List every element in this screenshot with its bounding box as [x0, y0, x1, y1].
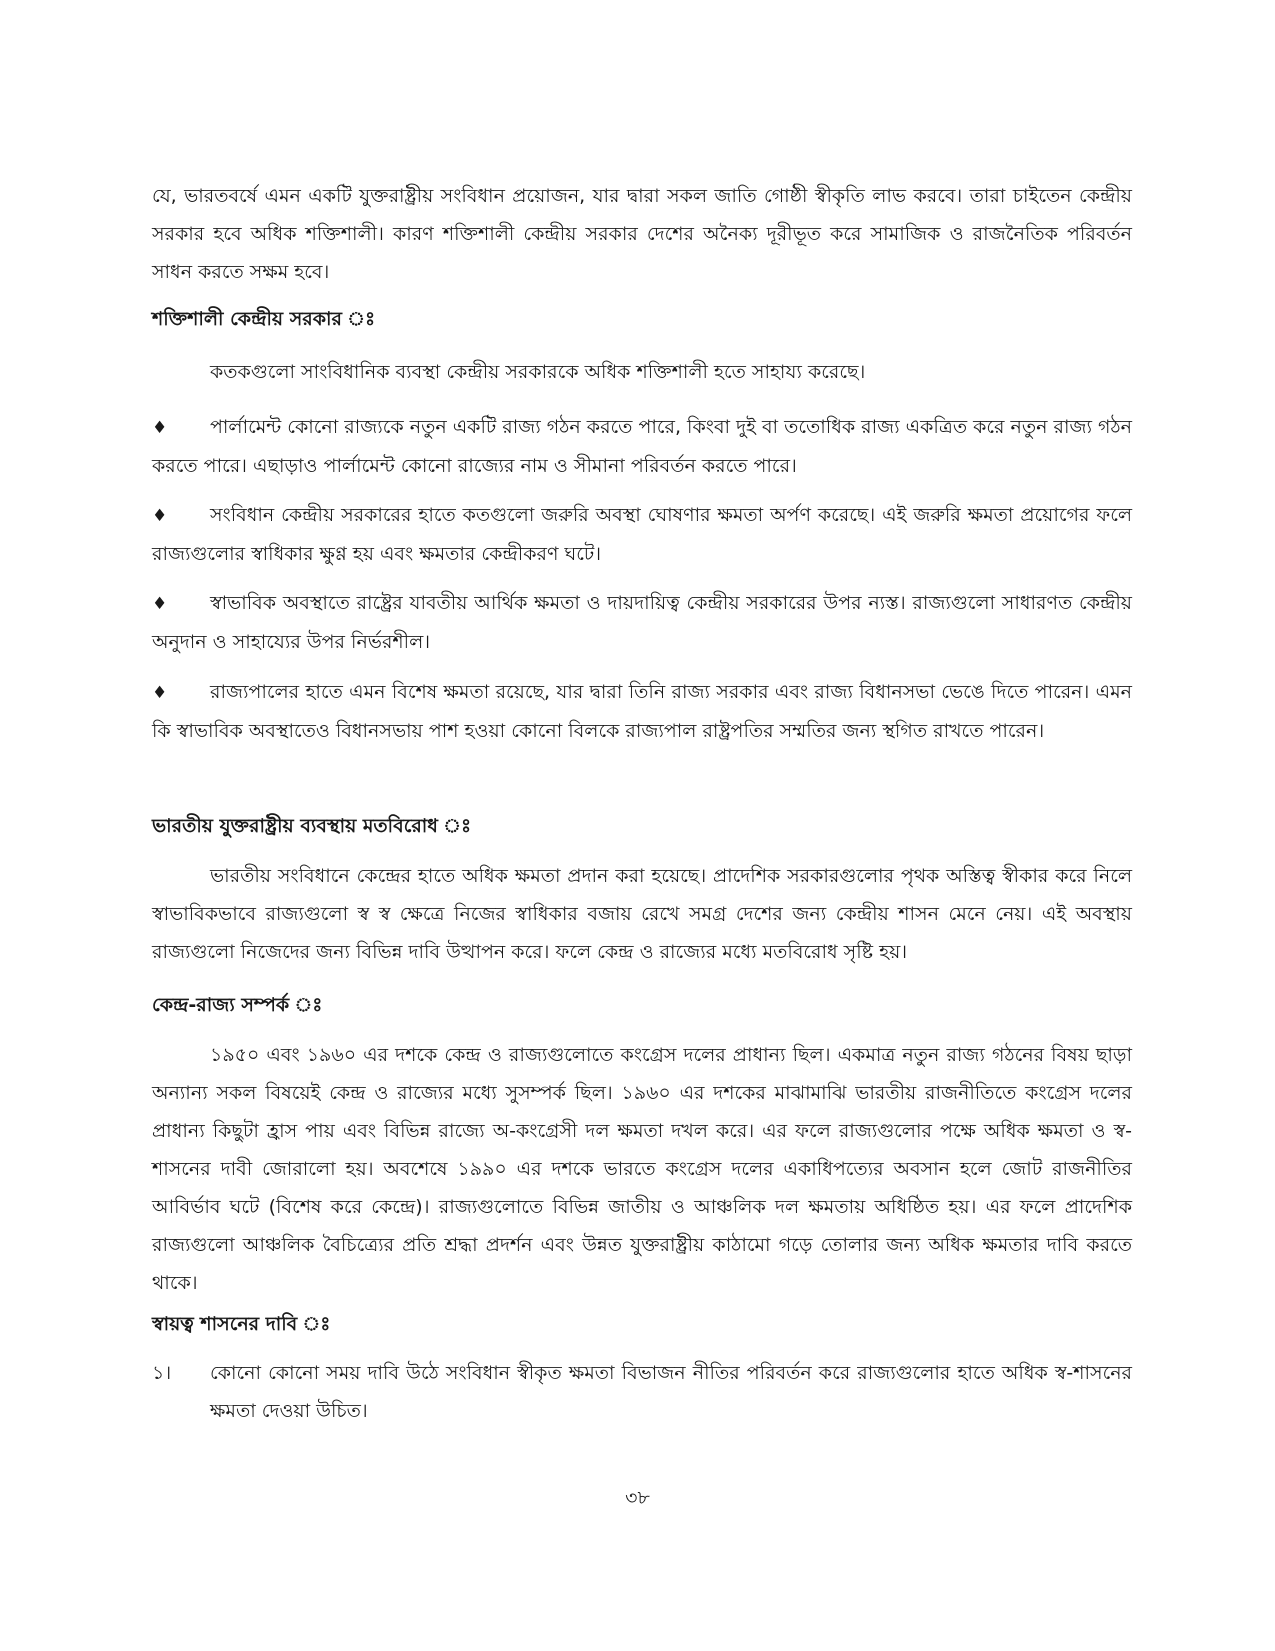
bullet-item — [152, 496, 1132, 573]
section-heading-autonomy-demand: স্বায়ত্ব শাসনের দাবি ঃ — [152, 1313, 331, 1335]
page-number: ৩৮ — [625, 1487, 650, 1509]
bullet-item — [152, 408, 1132, 485]
list-item-text: কোনো কোনো সময় দাবি উঠে সংবিধান স্বীকৃত ক্ষমতা বিভাজন নীতির পরিবর্তন করে রাজ্যগুলোর হাতে অধিক স্ব-শাসনের ক্ষমতা দেওয়া উচিত। — [210, 1362, 1132, 1422]
intro-paragraph: যে, ভারতবর্ষে এমন একটি যুক্তরাষ্ট্রীয় সংবিধান প্রয়োজন, যার দ্বারা সকল জাতি গোষ্ঠী স্বীকৃতি লাভ করবে। তারা চাইতেন কেন্দ্রীয় সরকার হবে অধিক শক্তিশালী। কারণ শক্তিশালী কেন্দ্রীয় সরকার দেশের অনৈক্য দূরীভূত করে সামাজিক ও রাজনৈতিক পরিবর্তন সাধন করতে সক্ষম হবে। — [152, 185, 1132, 283]
diamond-bullet-icon: ♦ — [152, 418, 168, 438]
bullet-text: স্বাভাবিক অবস্থাতে রাষ্ট্রের যাবতীয় আর্থিক ক্ষমতা ও দায়দায়িত্ব কেন্দ্রীয় সরকারের উপর ন্যস্ত। রাজ্যগুলো সাধারণত কেন্দ্রীয় অনুদান ও সাহায্যের উপর নির্ভরশীল। — [152, 592, 1132, 653]
bullet-text: সংবিধান কেন্দ্রীয় সরকারের হাতে কতগুলো জরুরি অবস্থা ঘোষণার ক্ষমতা অর্পণ করেছে। এই জরুরি ক্ষমতা প্রয়োগের ফলে রাজ্যগুলোর স্বাধিকার ক্ষুণ্ণ হয় এবং ক্ষমতার কেন্দ্রীকরণ ঘটে। — [152, 504, 1132, 565]
bullet-item — [152, 673, 1132, 750]
diamond-bullet-icon: ♦ — [152, 506, 168, 526]
federal-disagreement-paragraph: ভারতীয় সংবিধানে কেন্দ্রের হাতে অধিক ক্ষমতা প্রদান করা হয়েছে। প্রাদেশিক সরকারগুলোর পৃথক অস্তিত্ব স্বীকার করে নিলে স্বাভাবিকভাবে রাজ্যগুলো স্ব স্ব ক্ষেত্রে নিজের স্বাধিকার বজায় রেখে সমগ্র দেশের জন্য কেন্দ্রীয় শাসন মেনে নেয়। এই অবস্থায় রাজ্যগুলো নিজেদের জন্য বিভিন্ন দাবি উত্থাপন করে। ফলে কেন্দ্র ও রাজ্যের মধ্যে মতবিরোধ সৃষ্টি হয়। — [152, 865, 1132, 963]
bullet-text: পার্লামেন্ট কোনো রাজ্যকে নতুন একটি রাজ্য গঠন করতে পারে, কিংবা দুই বা ততোধিক রাজ্য একত্রিত করে নতুন রাজ্য গঠন করতে পারে। এছাড়াও পার্লামেন্ট কোনো রাজ্যের নাম ও সীমানা পরিবর্তন করতে পারে। — [152, 416, 1132, 477]
section-heading-center-state-relations: কেন্দ্র-রাজ্য সম্পর্ক ঃ — [152, 994, 323, 1016]
diamond-bullet-icon: ♦ — [152, 683, 168, 703]
bullet-text: রাজ্যপালের হাতে এমন বিশেষ ক্ষমতা রয়েছে, যার দ্বারা তিনি রাজ্য সরকার এবং রাজ্য বিধানসভা ভেঙে দিতে পারেন। এমন কি স্বাভাবিক অবস্থাতেও বিধানসভায় পাশ হওয়া কোনো বিলকে রাজ্যপাল রাষ্ট্রপতির সম্মতির জন্য স্থগিত রাখতে পারেন। — [152, 681, 1132, 742]
section-heading-federal-disagreement: ভারতীয় যুক্তরাষ্ট্রীয় ব্যবস্থায় মতবিরোধ ঃ — [152, 815, 472, 837]
bullet-item — [152, 584, 1132, 661]
section-heading-strong-center: শক্তিশালী কেন্দ্রীয় সরকার ঃ — [152, 308, 376, 330]
list-number: ১। — [152, 1362, 172, 1384]
strong-center-intro: কতকগুলো সাংবিধানিক ব্যবস্থা কেন্দ্রীয় সরকারকে অধিক শক্তিশালী হতে সাহায্য করেছে। — [210, 361, 866, 383]
center-state-relations-paragraph: ১৯৫০ এবং ১৯৬০ এর দশকে কেন্দ্র ও রাজ্যগুলোতে কংগ্রেস দলের প্রাধান্য ছিল। একমাত্র নতুন রাজ্য গঠনের বিষয় ছাড়া অন্যান্য সকল বিষয়েই কেন্দ্র ও রাজ্যের মধ্যে সুসম্পর্ক ছিল। ১৯৬০ এর দশকের মাঝামাঝি ভারতীয় রাজনীতিতে কংগ্রেস দলের প্রাধান্য কিছুটা হ্রাস পায় এবং বিভিন্ন রাজ্যে অ-কংগ্রেসী দল ক্ষমতা দখল করে। এর ফলে রাজ্যগুলোর পক্ষে অধিক ক্ষমতা ও স্ব-শাসনের দাবী জোরালো হয়। অবশেষে ১৯৯০ এর দশকে ভারতে কংগ্রেস দলের একাধিপত্যের অবসান হলে জোট রাজনীতির আবির্ভাব ঘটে (বিশেষ করে কেন্দ্রে)। রাজ্যগুলোতে বিভিন্ন জাতীয় ও আঞ্চলিক দল ক্ষমতায় অধিষ্ঠিত হয়। এর ফলে প্রাদেশিক রাজ্যগুলো আঞ্চলিক বৈচিত্র্যের প্রতি শ্রদ্ধা প্রদর্শন এবং উন্নত যুক্তরাষ্ট্রীয় কাঠামো গড়ে তোলার জন্য অধিক ক্ষমতার দাবি করতে থাকে। — [152, 1044, 1132, 1294]
numbered-list-item — [152, 1354, 1132, 1430]
diamond-bullet-icon: ♦ — [152, 594, 168, 614]
